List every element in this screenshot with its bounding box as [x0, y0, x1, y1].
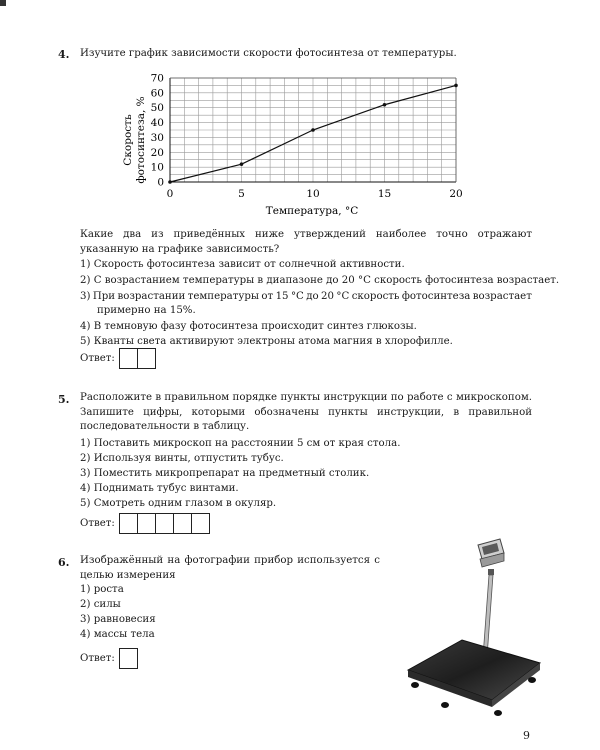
chart-ylabel-line2: фотосинтеза, % — [135, 96, 147, 184]
y-tick-label: 10 — [150, 161, 164, 174]
q6-answer-label: Ответ: — [80, 653, 115, 664]
y-tick-label: 70 — [150, 72, 164, 85]
q5-answer-label: Ответ: — [80, 518, 115, 529]
y-tick-label: 20 — [150, 146, 164, 159]
q6-number: 6. — [58, 556, 70, 569]
q4-option-1: 1) Скорость фотосинтеза зависит от солнечной активности. — [80, 259, 405, 270]
q6-option-4: 4) массы тела — [80, 629, 155, 640]
q4-option-3-word: 15 — [275, 291, 289, 302]
data-point — [311, 128, 315, 132]
q6-option-3: 3) равновесия — [80, 614, 156, 625]
scale-platform — [408, 640, 540, 716]
q4-option-3-word: до — [306, 291, 319, 302]
scale-display — [478, 539, 504, 575]
x-tick-label: 20 — [449, 188, 463, 200]
y-tick-label: 30 — [150, 131, 164, 144]
q5-answer-cell[interactable] — [119, 513, 138, 534]
y-tick-label: 50 — [150, 102, 164, 115]
y-tick-label: 0 — [157, 176, 164, 189]
q4-prompt: Изучите график зависимости скорости фотосинтеза от температуры. — [80, 48, 457, 59]
q4-number: 4. — [58, 48, 70, 61]
y-tick-label: 60 — [150, 87, 164, 100]
q4-question: Какие два из приведённых ниже утверждений наиболее точно отражают указанную на графике зависимость? — [80, 229, 532, 255]
q6-answer — [80, 648, 138, 669]
q5-answer — [80, 513, 210, 534]
data-point — [454, 84, 458, 88]
q4-option-3-word: от — [261, 291, 274, 302]
page-number: 9 — [523, 729, 530, 742]
corner-mark — [0, 0, 6, 6]
q6-option-1: 1) роста — [80, 584, 124, 595]
q4-answer-label: Ответ: — [80, 353, 115, 364]
y-tick-label: 40 — [150, 117, 164, 130]
data-point — [168, 180, 172, 184]
q5-answer-cell[interactable] — [173, 513, 192, 534]
q5-number: 5. — [58, 393, 70, 406]
q4-answer-cell[interactable] — [137, 348, 156, 369]
q4-answer-cell[interactable] — [119, 348, 138, 369]
q6-prompt: Изображённый на фотографии прибор используется с целью измерения — [80, 555, 380, 581]
data-point — [240, 162, 244, 166]
q4-option-5: 5) Кванты света активируют электроны атома магния в хлорофилле. — [80, 336, 453, 347]
q4-option-3-cont: примерно на 15%. — [97, 305, 196, 316]
q4-option-2: 2) С возрастанием температуры в диапазоне до 20 °C скорость фотосинтеза возрастает. — [80, 275, 560, 286]
chart-xlabel: Температура, °C — [265, 205, 359, 217]
data-point — [383, 103, 387, 107]
chart-x-ticks — [167, 188, 463, 200]
q5-answer-cell[interactable] — [191, 513, 210, 534]
x-tick-label: 15 — [377, 188, 392, 200]
q4-answer — [80, 348, 156, 369]
q4-option-4: 4) В темновую фазу фотосинтеза происходит синтез глюкозы. — [80, 321, 417, 332]
photosynthesis-chart — [100, 68, 480, 223]
q4-option-3-word: 3) — [80, 291, 91, 302]
q5-option-5: 5) Смотреть одним глазом в окуляр. — [80, 498, 277, 509]
q4-option-3-word: °C — [290, 291, 304, 302]
q4-option-3-word: 20 — [321, 291, 335, 302]
q5-option-3: 3) Поместить микропрепарат на предметный столик. — [80, 468, 370, 479]
x-tick-label: 0 — [166, 188, 174, 200]
q4-option-3-word: возрастании — [117, 291, 186, 302]
x-tick-label: 10 — [306, 188, 320, 200]
q4-option-3 — [80, 290, 532, 304]
q6-answer-cell[interactable] — [119, 648, 138, 669]
q6-option-2: 2) силы — [80, 599, 121, 610]
q4-option-3-word: температуры — [187, 291, 259, 302]
chart-y-ticks — [151, 73, 164, 189]
chart-ylabel-line1: Скорость — [122, 114, 134, 166]
q5-option-2: 2) Используя винты, отпустить тубус. — [80, 453, 284, 464]
floor-scale-image — [400, 535, 550, 720]
q5-option-1: 1) Поставить микроскоп на расстоянии 5 см от края стола. — [80, 438, 401, 449]
q5-option-4: 4) Поднимать тубус винтами. — [80, 483, 239, 494]
q5-answer-cell[interactable] — [155, 513, 174, 534]
x-tick-label: 5 — [238, 188, 245, 200]
q4-option-3-word: скорость — [351, 291, 400, 302]
q4-option-3-word: При — [92, 291, 116, 302]
q4-option-3-word: фотосинтеза — [401, 291, 471, 302]
q5-prompt: Расположите в правильном порядке пункты инструкции по работе с микроскопом. Запишите цифры, которыми обозначены пункты инструкции, в правильной последовательности в таблицу. — [80, 392, 532, 433]
q4-option-3-word: °C — [336, 291, 350, 302]
q5-answer-cell[interactable] — [137, 513, 156, 534]
q4-option-3-word: возрастает — [472, 291, 532, 302]
